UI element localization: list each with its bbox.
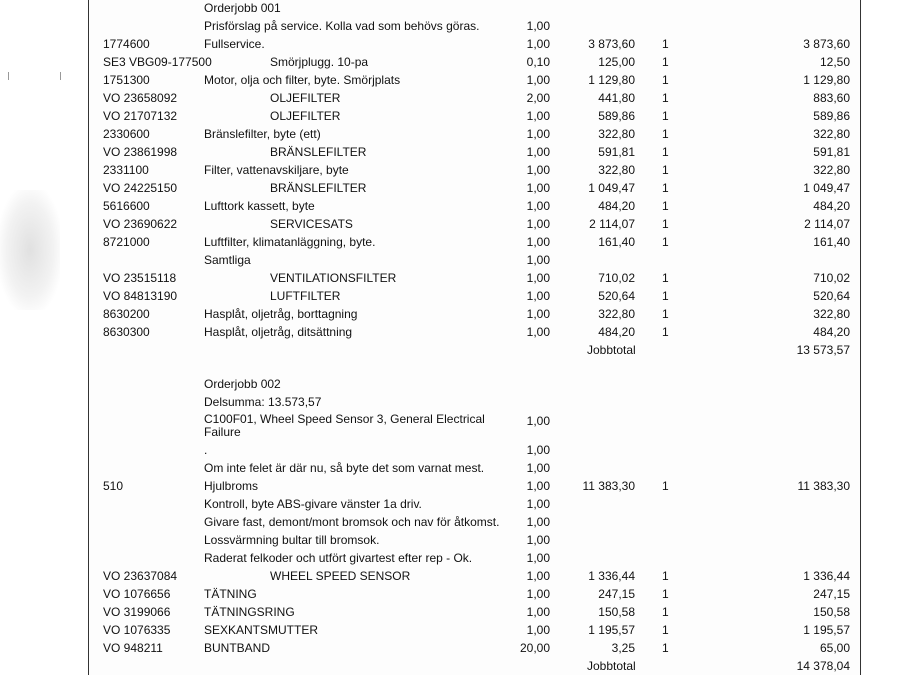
row-quantity: 1,00 xyxy=(526,461,550,475)
row-sum: 883,60 xyxy=(813,91,850,105)
job-heading: Orderjobb 001 xyxy=(204,1,281,15)
row-price: 484,20 xyxy=(598,325,635,339)
row-unit: 1 xyxy=(662,127,669,141)
row-description: . xyxy=(204,443,208,457)
row-article: VO 21707132 xyxy=(103,109,178,123)
row-quantity: 1,00 xyxy=(526,127,550,141)
row-price: 484,20 xyxy=(598,199,635,213)
row-description: Kontroll, byte ABS-givare vänster 1a driv. xyxy=(204,497,422,511)
table-row xyxy=(0,442,900,458)
row-article: 8721000 xyxy=(103,235,150,249)
row-quantity: 1,00 xyxy=(526,253,550,267)
row-article: VO 23690622 xyxy=(103,217,178,231)
row-price: 150,58 xyxy=(598,605,635,619)
row-quantity: 1,00 xyxy=(526,551,550,565)
row-article: VO 23861998 xyxy=(103,145,178,159)
job-total-value: 14 378,04 xyxy=(796,659,850,673)
row-sum: 589,86 xyxy=(813,109,850,123)
row-quantity: 1,00 xyxy=(526,605,550,619)
row-price: 710,02 xyxy=(598,271,635,285)
row-description: SERVICESATS xyxy=(270,217,353,231)
row-unit: 1 xyxy=(662,73,669,87)
row-unit: 1 xyxy=(662,623,669,637)
row-sum: 322,80 xyxy=(813,163,850,177)
row-unit: 1 xyxy=(662,55,669,69)
job-total-label: Jobbtotal xyxy=(587,659,636,673)
row-article: SE3 VBG09-177500 xyxy=(103,55,212,69)
row-unit: 1 xyxy=(662,569,669,583)
table-row xyxy=(0,413,900,439)
row-price: 322,80 xyxy=(598,307,635,321)
row-price: 3 873,60 xyxy=(588,37,635,51)
table-row xyxy=(0,90,900,106)
row-article: 1751300 xyxy=(103,73,150,87)
job-total-label: Jobbtotal xyxy=(587,343,636,357)
row-description: Hasplåt, oljetråg, borttagning xyxy=(204,307,358,321)
table-row xyxy=(0,496,900,512)
row-article: 1774600 xyxy=(103,37,150,51)
row-description: Lufttork kassett, byte xyxy=(204,199,315,213)
table-row xyxy=(0,72,900,88)
table-row xyxy=(0,108,900,124)
row-description: WHEEL SPEED SENSOR xyxy=(270,569,411,583)
table-row xyxy=(0,162,900,178)
row-description: Samtliga xyxy=(204,253,251,267)
row-unit: 1 xyxy=(662,109,669,123)
row-article: VO 24225150 xyxy=(103,181,178,195)
table-row xyxy=(0,252,900,268)
row-article: 5616600 xyxy=(103,199,150,213)
row-description: Hjulbroms xyxy=(204,479,259,493)
row-unit: 1 xyxy=(662,479,669,493)
row-price: 520,64 xyxy=(598,289,635,303)
row-quantity: 1,00 xyxy=(526,623,550,637)
row-sum: 484,20 xyxy=(813,199,850,213)
row-description: Motor, olja och filter, byte. Smörjplats xyxy=(204,73,401,87)
row-price: 322,80 xyxy=(598,127,635,141)
row-description: VENTILATIONSFILTER xyxy=(270,271,397,285)
row-article: VO 3199066 xyxy=(103,605,171,619)
row-description: TÄTNINGSRING xyxy=(204,605,295,619)
job-total-row xyxy=(0,342,900,358)
table-row xyxy=(0,324,900,340)
row-description: Fullservice. xyxy=(204,37,265,51)
row-article: 2330600 xyxy=(103,127,150,141)
row-unit: 1 xyxy=(662,181,669,195)
row-price: 1 336,44 xyxy=(588,569,635,583)
row-price: 1 129,80 xyxy=(588,73,635,87)
row-quantity: 1,00 xyxy=(526,37,550,51)
row-price: 322,80 xyxy=(598,163,635,177)
row-unit: 1 xyxy=(662,37,669,51)
row-description: BUNTBAND xyxy=(204,641,271,655)
row-sum: 322,80 xyxy=(813,307,850,321)
table-row xyxy=(0,36,900,52)
table-row xyxy=(0,234,900,250)
row-sum: 161,40 xyxy=(813,235,850,249)
row-description: Filter, vattenavskiljare, byte xyxy=(204,163,349,177)
row-quantity: 1,00 xyxy=(526,307,550,321)
table-row xyxy=(0,288,900,304)
table-row xyxy=(0,144,900,160)
row-unit: 1 xyxy=(662,271,669,285)
row-price: 591,81 xyxy=(598,145,635,159)
row-sum: 710,02 xyxy=(813,271,850,285)
row-sum: 1 336,44 xyxy=(803,569,850,583)
row-sum: 1 195,57 xyxy=(803,623,850,637)
row-unit: 1 xyxy=(662,91,669,105)
row-description: Luftfilter, klimatanläggning, byte. xyxy=(204,235,376,249)
row-quantity: 1,00 xyxy=(526,73,550,87)
job-total-value: 13 573,57 xyxy=(796,343,850,357)
row-unit: 1 xyxy=(662,605,669,619)
row-price: 11 383,30 xyxy=(582,479,635,493)
row-description: Prisförslag på service. Kolla vad som behövs göras. xyxy=(204,19,480,33)
row-quantity: 1,00 xyxy=(526,271,550,285)
row-article: VO 1076335 xyxy=(103,623,171,637)
row-quantity: 1,00 xyxy=(526,325,550,339)
row-quantity: 1,00 xyxy=(526,199,550,213)
row-unit: 1 xyxy=(662,199,669,213)
row-description: Raderat felkoder och utfört givartest efter rep - Ok. xyxy=(204,551,473,565)
row-sum: 247,15 xyxy=(813,587,850,601)
row-quantity: 1,00 xyxy=(526,235,550,249)
row-quantity: 1,00 xyxy=(526,569,550,583)
row-quantity: 1,00 xyxy=(526,289,550,303)
table-row xyxy=(0,376,900,392)
table-row xyxy=(0,18,900,34)
row-article: 8630200 xyxy=(103,307,150,321)
row-price: 589,86 xyxy=(598,109,635,123)
row-unit: 1 xyxy=(662,641,669,655)
table-row xyxy=(0,306,900,322)
table-row xyxy=(0,478,900,494)
row-article: 510 xyxy=(103,479,124,493)
table-row xyxy=(0,550,900,566)
row-price: 441,80 xyxy=(598,91,635,105)
row-description: Om inte felet är där nu, så byte det som varnat mest. xyxy=(204,461,485,475)
table-row xyxy=(0,180,900,196)
row-unit: 1 xyxy=(662,217,669,231)
row-unit: 1 xyxy=(662,163,669,177)
row-description: Hasplåt, oljetråg, ditsättning xyxy=(204,325,353,339)
table-row xyxy=(0,604,900,620)
table-row xyxy=(0,568,900,584)
row-description: Givare fast, demont/mont bromsok och nav för åtkomst. xyxy=(204,515,500,529)
row-quantity: 1,00 xyxy=(526,479,550,493)
row-price: 2 114,07 xyxy=(589,217,635,231)
row-quantity: 1,00 xyxy=(526,181,550,195)
row-description: LUFTFILTER xyxy=(270,289,341,303)
job-subtotal: Delsumma: 13.573,57 xyxy=(204,395,322,409)
row-unit: 1 xyxy=(662,289,669,303)
row-quantity: 2,00 xyxy=(526,91,550,105)
row-unit: 1 xyxy=(662,307,669,321)
row-price: 3,25 xyxy=(611,641,635,655)
row-unit: 1 xyxy=(662,587,669,601)
row-quantity: 1,00 xyxy=(526,443,550,457)
table-row xyxy=(0,514,900,530)
row-description: Bränslefilter, byte (ett) xyxy=(204,127,321,141)
row-description: C100F01, Wheel Speed Sensor 3, General Electrical Failure xyxy=(204,412,485,439)
row-unit: 1 xyxy=(662,235,669,249)
row-sum: 150,58 xyxy=(813,605,850,619)
table-row xyxy=(0,460,900,476)
row-quantity: 1,00 xyxy=(526,145,550,159)
row-price: 161,40 xyxy=(598,235,635,249)
row-sum: 12,50 xyxy=(819,55,850,69)
table-row xyxy=(0,394,900,410)
row-quantity: 0,10 xyxy=(526,55,550,69)
row-article: VO 948211 xyxy=(103,641,163,655)
row-description: OLJEFILTER xyxy=(270,91,341,105)
table-row xyxy=(0,216,900,232)
row-quantity: 1,00 xyxy=(526,587,550,601)
row-article: VO 1076656 xyxy=(103,587,171,601)
row-sum: 1 049,47 xyxy=(803,181,850,195)
row-sum: 2 114,07 xyxy=(804,217,850,231)
row-sum: 322,80 xyxy=(813,127,850,141)
row-unit: 1 xyxy=(662,145,669,159)
row-price: 1 195,57 xyxy=(588,623,635,637)
table-row xyxy=(0,532,900,548)
row-quantity: 20,00 xyxy=(519,641,550,655)
row-description: SEXKANTSMUTTER xyxy=(204,623,319,637)
table-row xyxy=(0,622,900,638)
table-row xyxy=(0,198,900,214)
row-article: VO 23637084 xyxy=(103,569,178,583)
row-description: BRÄNSLEFILTER xyxy=(270,145,367,159)
row-unit: 1 xyxy=(662,325,669,339)
row-quantity: 1,00 xyxy=(526,19,550,33)
row-article: 8630300 xyxy=(103,325,150,339)
row-price: 247,15 xyxy=(598,587,635,601)
job-total-row xyxy=(0,658,900,674)
row-sum: 11 383,30 xyxy=(797,479,850,493)
row-quantity: 1,00 xyxy=(526,163,550,177)
row-sum: 484,20 xyxy=(813,325,850,339)
table-row xyxy=(0,640,900,656)
row-description: OLJEFILTER xyxy=(270,109,341,123)
row-description: Lossvärmning bultar till bromsok. xyxy=(204,533,380,547)
job-heading: Orderjobb 002 xyxy=(204,377,281,391)
row-quantity: 1,00 xyxy=(526,217,550,231)
row-sum: 591,81 xyxy=(813,145,850,159)
row-sum: 520,64 xyxy=(813,289,850,303)
table-row xyxy=(0,270,900,286)
table-row xyxy=(0,54,900,70)
row-quantity: 1,00 xyxy=(526,497,550,511)
row-sum: 65,00 xyxy=(819,641,850,655)
row-sum: 3 873,60 xyxy=(803,37,850,51)
row-article: VO 23515118 xyxy=(103,271,177,285)
row-description: Smörjplugg. 10-pa xyxy=(270,55,369,69)
row-article: VO 84813190 xyxy=(103,289,178,303)
row-price: 1 049,47 xyxy=(588,181,635,195)
row-quantity: 1,00 xyxy=(526,515,550,529)
row-article: VO 23658092 xyxy=(103,91,178,105)
row-price: 125,00 xyxy=(598,55,635,69)
row-description: BRÄNSLEFILTER xyxy=(270,181,367,195)
table-row xyxy=(0,586,900,602)
row-quantity: 1,00 xyxy=(526,414,550,428)
row-description: TÄTNING xyxy=(204,587,257,601)
row-article: 2331100 xyxy=(103,163,149,177)
row-quantity: 1,00 xyxy=(526,109,550,123)
row-sum: 1 129,80 xyxy=(803,73,850,87)
table-row xyxy=(0,0,900,16)
table-row xyxy=(0,126,900,142)
row-quantity: 1,00 xyxy=(526,533,550,547)
